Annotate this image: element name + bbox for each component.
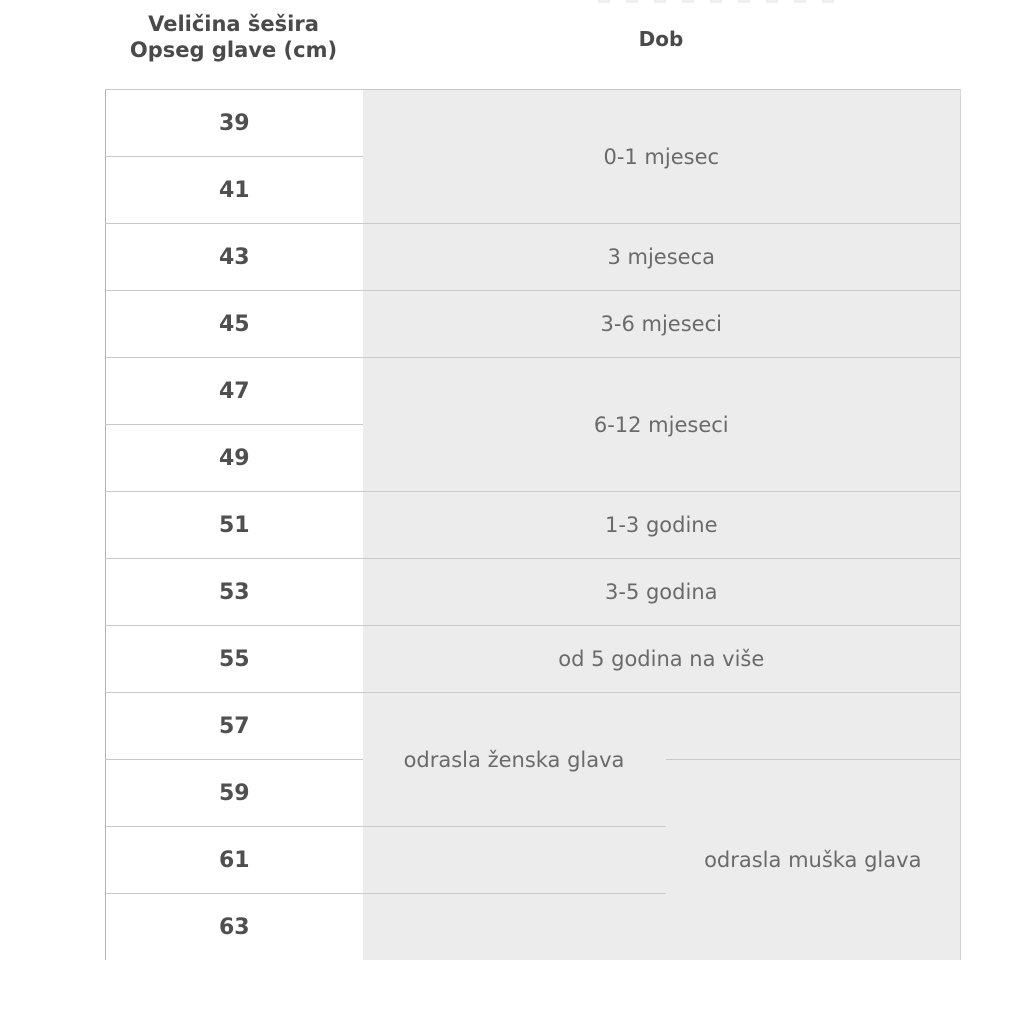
size-cell: 59 bbox=[106, 760, 363, 827]
empty-age-cell bbox=[363, 827, 666, 894]
size-cell: 53 bbox=[106, 559, 363, 626]
table-row bbox=[106, 291, 961, 358]
size-cell: 55 bbox=[106, 626, 363, 693]
empty-age-cell bbox=[363, 894, 666, 961]
empty-age-cell bbox=[666, 693, 961, 760]
cropped-content-artifact bbox=[598, 0, 848, 3]
size-cell: 51 bbox=[106, 492, 363, 559]
table-row bbox=[106, 358, 961, 425]
age-cell: 3-6 mjeseci bbox=[363, 291, 961, 358]
age-cell: 0-1 mjesec bbox=[363, 90, 961, 224]
age-cell: 1-3 godine bbox=[363, 492, 961, 559]
size-cell: 47 bbox=[106, 358, 363, 425]
size-cell: 49 bbox=[106, 425, 363, 492]
table-row bbox=[106, 492, 961, 559]
size-header-line2: Opseg glave (cm) bbox=[129, 38, 338, 62]
size-header-line1: Veličina šešira bbox=[148, 12, 319, 36]
age-cell: 6-12 mjeseci bbox=[363, 358, 961, 492]
size-cell: 45 bbox=[106, 291, 363, 358]
size-cell: 63 bbox=[106, 894, 363, 961]
size-cell: 57 bbox=[106, 693, 363, 760]
table-row bbox=[106, 559, 961, 626]
table-row bbox=[106, 224, 961, 291]
table-row bbox=[106, 693, 961, 760]
hat-size-table bbox=[105, 89, 961, 960]
age-cell: 3-5 godina bbox=[363, 559, 961, 626]
size-column-header bbox=[105, 11, 362, 63]
size-cell: 43 bbox=[106, 224, 363, 291]
age-cell-male: odrasla muška glava bbox=[666, 760, 961, 961]
age-cell-female: odrasla ženska glava bbox=[363, 693, 666, 827]
size-cell: 41 bbox=[106, 157, 363, 224]
size-cell: 39 bbox=[106, 90, 363, 157]
age-column-header: Dob bbox=[638, 27, 684, 51]
age-cell: od 5 godina na više bbox=[363, 626, 961, 693]
table-row bbox=[106, 626, 961, 693]
size-cell: 61 bbox=[106, 827, 363, 894]
age-cell: 3 mjeseca bbox=[363, 224, 961, 291]
table-row bbox=[106, 90, 961, 157]
